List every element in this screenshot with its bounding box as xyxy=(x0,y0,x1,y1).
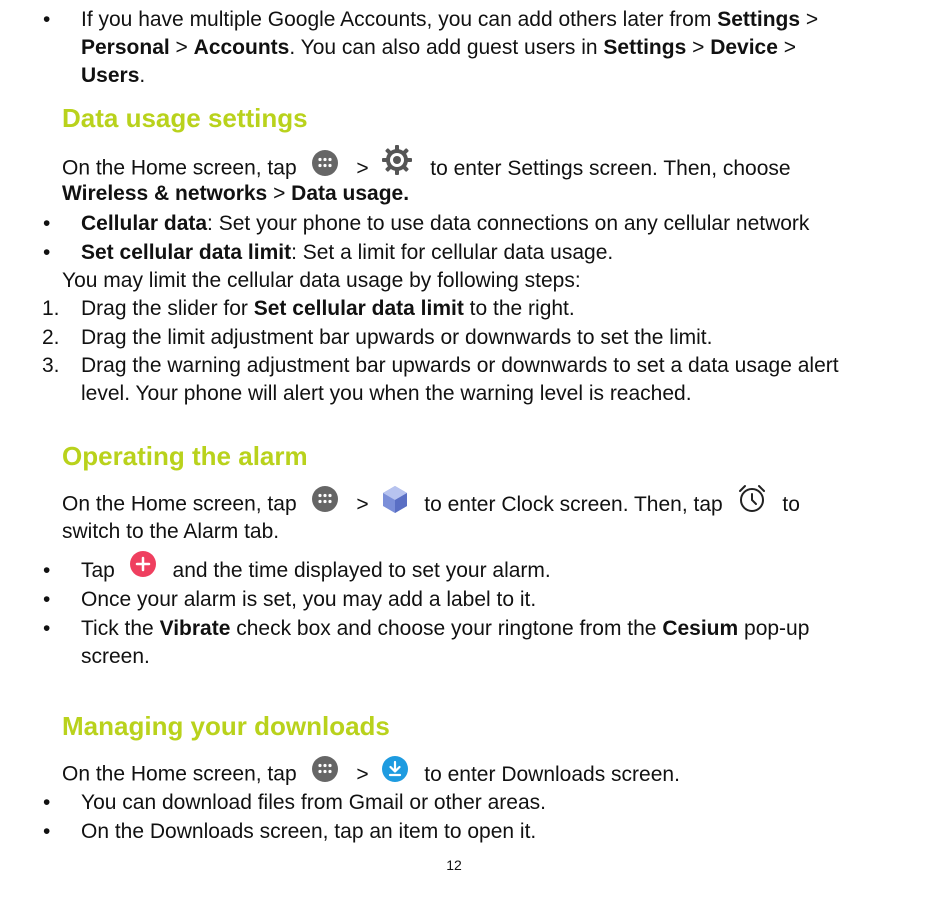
bullet-marker: • xyxy=(43,559,51,582)
intro-bullet-line2: Personal > Accounts. You can also add guest users in Settings > Device > xyxy=(81,36,797,59)
alarm-clock-icon xyxy=(737,484,767,514)
steps-intro: You may limit the cellular data usage by following steps: xyxy=(62,269,581,292)
step-number: 1. xyxy=(42,297,60,320)
step-text: Drag the limit adjustment bar upwards or downwards to set the limit. xyxy=(81,326,713,349)
bullet-marker: • xyxy=(43,820,51,843)
step-text: level. Your phone will alert you when the warning level is reached. xyxy=(81,382,692,405)
data-usage-bullet: Set cellular data limit: Set a limit for cellular data usage. xyxy=(81,241,614,264)
downloads-icon xyxy=(380,754,410,784)
downloads-bullet: On the Downloads screen, tap an item to open it. xyxy=(81,820,537,843)
bullet-marker: • xyxy=(43,241,51,264)
step-text: Drag the slider for Set cellular data limit to the right. xyxy=(81,297,575,320)
data-usage-intro-line1: On the Home screen, tap > to enter Settings screen. Then, choose xyxy=(62,152,791,186)
data-usage-bullet: Cellular data: Set your phone to use data connections on any cellular network xyxy=(81,212,810,235)
bullet-marker: • xyxy=(43,8,51,31)
apps-icon xyxy=(310,484,340,514)
downloads-intro: On the Home screen, tap > to enter Downloads screen. xyxy=(62,760,680,790)
alarm-intro-line2: switch to the Alarm tab. xyxy=(62,520,280,543)
data-usage-intro-line2: Wireless & networks > Data usage. xyxy=(62,182,410,205)
step-number: 2. xyxy=(42,326,60,349)
bullet-marker: • xyxy=(43,791,51,814)
bullet-marker: • xyxy=(43,212,51,235)
intro-bullet-line3: Users. xyxy=(81,64,146,87)
step-text: Drag the warning adjustment bar upwards or downwards to set a data usage alert xyxy=(81,354,839,377)
intro-bullet-line1: If you have multiple Google Accounts, you can add others later from Settings > xyxy=(81,8,819,31)
step-number: 3. xyxy=(42,354,60,377)
apps-icon xyxy=(310,754,340,784)
bullet-marker: • xyxy=(43,617,51,640)
alarm-bullet: Tick the Vibrate check box and choose your ringtone from the Cesium pop-up xyxy=(81,617,810,640)
downloads-bullet: You can download files from Gmail or other areas. xyxy=(81,791,546,814)
alarm-intro-line1: On the Home screen, tap > to enter Clock screen. Then, tap to xyxy=(62,490,800,520)
alarm-bullet: Once your alarm is set, you may add a label to it. xyxy=(81,588,537,611)
bullet-marker: • xyxy=(43,588,51,611)
add-alarm-icon xyxy=(129,550,157,578)
heading-downloads: Managing your downloads xyxy=(62,711,390,741)
heading-data-usage: Data usage settings xyxy=(62,103,308,133)
apps-icon xyxy=(310,148,340,178)
clock-app-icon xyxy=(380,484,410,514)
alarm-bullet: Tap and the time displayed to set your alarm. xyxy=(81,557,551,585)
alarm-bullet-line2: screen. xyxy=(81,645,150,668)
page-number: 12 xyxy=(446,857,462,873)
settings-gear-icon xyxy=(380,143,414,177)
heading-alarm: Operating the alarm xyxy=(62,441,308,471)
